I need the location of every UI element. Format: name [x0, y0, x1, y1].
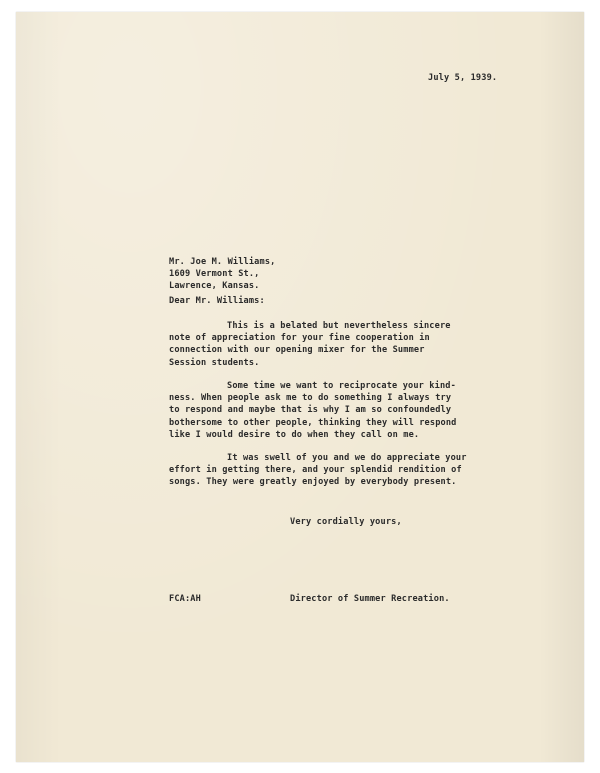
- signature-title: Director of Summer Recreation.: [290, 594, 450, 604]
- paragraph-line: This is a belated but nevertheless sincere: [227, 321, 451, 331]
- recipient-city: Lawrence, Kansas.: [169, 281, 260, 292]
- paragraph-line: Some time we want to reciprocate your kind-: [227, 381, 456, 391]
- recipient-address: [169, 256, 275, 293]
- letter-page: [16, 12, 584, 762]
- salutation: Dear Mr. Williams:: [169, 296, 265, 306]
- paragraph-line: like I would desire to do when they call on me.: [169, 429, 420, 440]
- paragraph-line: to respond and maybe that is why I am so confoundedly: [169, 405, 452, 416]
- paragraph-line: Session students.: [169, 357, 260, 368]
- paragraph-line: bothersome to other people, thinking they will respond: [169, 417, 457, 428]
- paragraph-line: note of appreciation for your fine cooperation in: [169, 333, 430, 344]
- recipient-street: 1609 Vermont St.,: [169, 269, 260, 280]
- paragraph-1: [169, 320, 451, 369]
- paragraph-line: It was swell of you and we do appreciate your: [227, 453, 467, 463]
- paragraph-line: connection with our opening mixer for the Summer: [169, 345, 425, 356]
- closing: Very cordially yours,: [290, 517, 402, 527]
- paragraph-line: effort in getting there, and your splendid rendition of: [169, 465, 462, 476]
- letter-date: July 5, 1939.: [428, 73, 498, 83]
- typist-initials: FCA:AH: [169, 594, 201, 604]
- paragraph-3: [169, 452, 467, 489]
- recipient-name: Mr. Joe M. Williams,: [169, 257, 276, 267]
- paragraph-2: [169, 380, 457, 441]
- paragraph-line: songs. They were greatly enjoyed by everybody present.: [169, 477, 457, 488]
- paragraph-line: ness. When people ask me to do something I always try: [169, 393, 452, 404]
